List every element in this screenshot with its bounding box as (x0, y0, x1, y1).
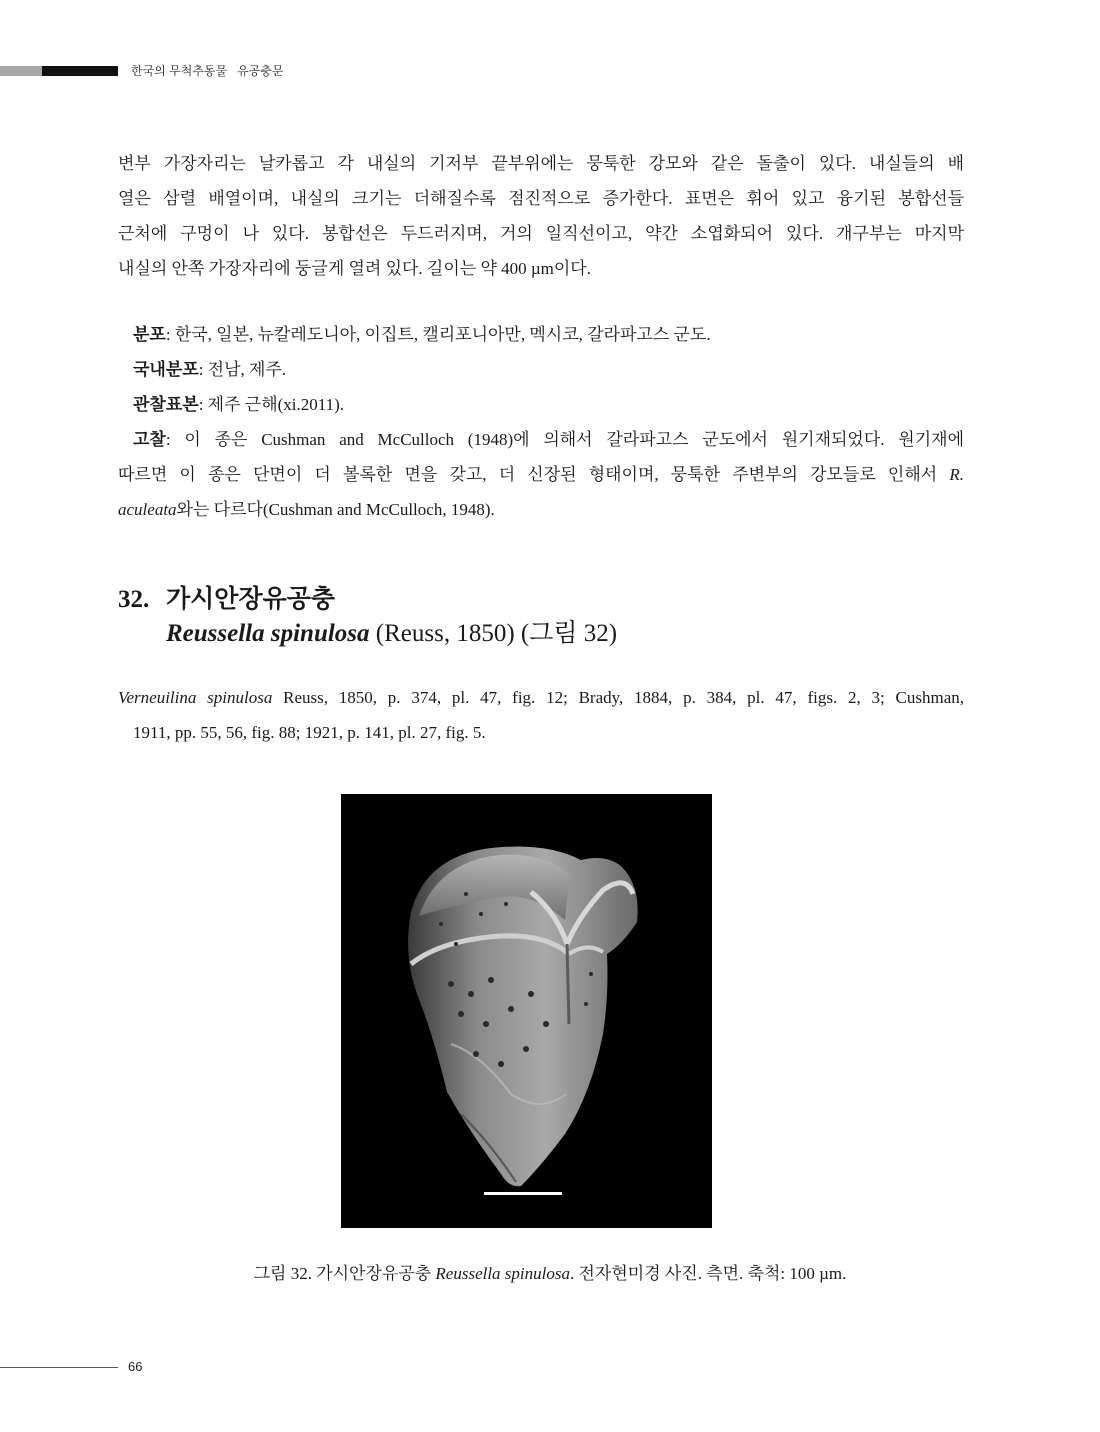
remarks-line-2 (118, 457, 964, 492)
domestic-line (118, 352, 964, 387)
synonymy-block (118, 680, 964, 750)
distribution-label: 분포 (133, 325, 166, 344)
species-scientific-name: Reussella spinulosa (166, 620, 370, 647)
description-paragraph (118, 146, 964, 286)
caption-prefix: 그림 32. 가시안장유공충 (253, 1264, 436, 1283)
remarks-text-1: : 이 종은 Cushman and McCulloch (1948)에 의해서 갈라파고스 군도에서 원기재되었다. 원기재에 (165, 430, 964, 449)
remarks-text-2: 따르면 이 종은 단면이 더 볼록한 면을 갖고, 더 신장된 형태이며, 뭉툭한 주변부의 강모들로 인해서 (118, 465, 950, 484)
specimen-line (118, 387, 964, 422)
remarks-species-epithet: aculeata (118, 500, 177, 519)
remarks-genus-abbrev: R. (949, 465, 964, 484)
header-black-bar (42, 66, 118, 76)
page-number: 66 (128, 1359, 143, 1374)
species-number: 32. (118, 586, 150, 613)
species-korean-name: 가시안장유공충 (166, 586, 336, 613)
description-line: 변부 가장자리는 날카롭고 각 내실의 기저부 끝부위에는 뭉툭한 강모와 같은 돌출이 있다. 내실들의 배 (118, 154, 964, 173)
remarks-label: 고찰 (133, 430, 166, 449)
species-heading (118, 583, 618, 647)
specimen-label: 관찰표본 (133, 395, 199, 414)
remarks-line-3 (118, 492, 964, 527)
description-line: 근처에 구멍이 나 있다. 봉합선은 두드러지며, 거의 일직선이고, 약간 소엽화되어 있다. 개구부는 마지막 (118, 224, 964, 243)
sem-photograph (341, 794, 712, 1228)
header-gray-bar (0, 66, 42, 76)
species-authority: (Reuss, 1850) (그림 32) (369, 620, 618, 647)
synonymy-name: Verneuilina spinulosa (118, 688, 273, 707)
specimen-text: : 제주 근해(xi.2011). (198, 395, 345, 414)
description-line: 내실의 안쪽 가장자리에 둥글게 열려 있다. 길이는 약 400 µm이다. (118, 259, 591, 278)
scale-bar (484, 1192, 562, 1195)
figure-caption (0, 1259, 1100, 1284)
caption-suffix: . 전자현미경 사진. 측면. 축척: 100 µm. (570, 1264, 847, 1283)
footer-rule (0, 1367, 118, 1368)
caption-species: Reussella spinulosa (435, 1264, 570, 1283)
distribution-line (118, 317, 964, 352)
description-line: 열은 삼렬 배열이며, 내실의 크기는 더해질수록 점진적으로 증가한다. 표면은 휘어 있고 융기된 봉합선들 (118, 189, 964, 208)
synonymy-line-2: 1911, pp. 55, 56, fig. 88; 1921, p. 141, pl. 27, fig. 5. (133, 723, 486, 742)
foraminifera-specimen-image (341, 794, 712, 1228)
synonymy-refs-1: Reuss, 1850, p. 374, pl. 47, fig. 12; Brady, 1884, p. 384, pl. 47, figs. 2, 3; Cushman, (272, 688, 964, 707)
species-scientific-line (166, 617, 617, 651)
info-block (118, 317, 964, 527)
domestic-label: 국내분포 (133, 360, 199, 379)
running-header: 한국의 무척추동물 유공충문 (131, 64, 284, 78)
distribution-text: : 한국, 일본, 뉴칼레도니아, 이집트, 캘리포니아만, 멕시코, 갈라파고스 군도. (165, 325, 711, 344)
domestic-text: : 전남, 제주. (198, 360, 287, 379)
remarks-line-1 (118, 422, 964, 457)
synonymy-line-1 (118, 680, 964, 715)
remarks-text-3: 와는 다르다(Cushman and McCulloch, 1948). (176, 500, 495, 519)
